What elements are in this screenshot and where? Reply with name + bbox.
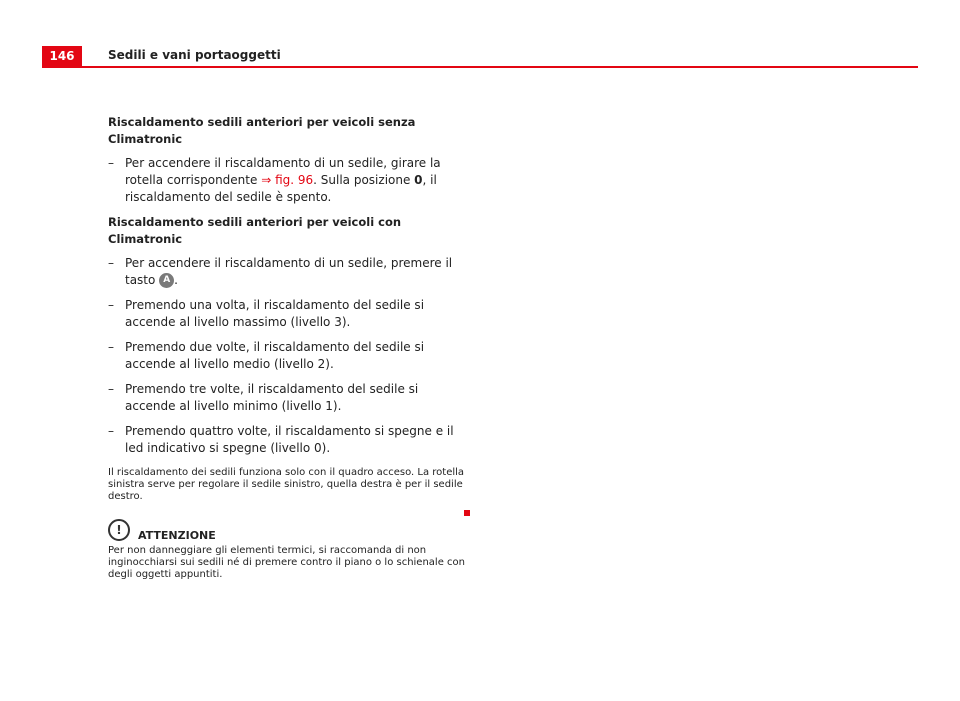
bullet-dash: – — [108, 256, 114, 270]
bullet-text: Premendo tre volte, il riscaldamento del sedile si accende al livello minimo (livello 1). — [125, 382, 419, 413]
bullet-text: Per accendere il riscaldamento di un sedile, premere il tasto — [125, 256, 453, 287]
header-rule — [42, 66, 918, 68]
section-heading-with-climatronic: Riscaldamento sedili anteriori per veicoli con Climatronic — [108, 215, 402, 246]
chapter-title: Sedili e vani portaoggetti — [108, 48, 281, 62]
bullet-dash: – — [108, 424, 114, 438]
bullet-text: . — [174, 273, 178, 287]
page-number: 146 — [42, 46, 82, 66]
list-item — [108, 255, 470, 289]
bullet-text: , il riscaldamento del sedile è spento. — [125, 173, 437, 204]
note-text: Il riscaldamento dei sedili funziona solo con il quadro acceso. La rotella sinistra serve per regolare il sedile sinistro, quella destra è per il sedile destro. — [108, 467, 465, 502]
section-end-marker — [464, 510, 470, 516]
bullet-dash: – — [108, 382, 114, 396]
bullet-dash: – — [108, 340, 114, 354]
list-item — [108, 381, 470, 415]
warning-header — [108, 525, 470, 545]
list-item — [108, 423, 470, 457]
list-item — [108, 339, 470, 373]
button-a-icon: A — [159, 273, 174, 288]
section-heading-without-climatronic: Riscaldamento sedili anteriori per veicoli senza Climatronic — [108, 115, 416, 146]
bullet-dash: – — [108, 156, 114, 170]
list-item — [108, 297, 470, 331]
bullet-text: Premendo quattro volte, il riscaldamento si spegne e il led indicativo si spegne (livello 0). — [125, 424, 454, 455]
main-content — [108, 114, 470, 581]
bullet-dash: – — [108, 298, 114, 312]
figure-reference-link[interactable]: ⇒ fig. 96 — [261, 173, 314, 187]
warning-title: ATTENZIONE — [138, 529, 216, 542]
bullet-text: . Sulla posizione — [313, 173, 415, 187]
warning-icon: ! — [108, 519, 130, 541]
list-item — [108, 155, 470, 206]
bullet-text: Premendo due volte, il riscaldamento del sedile si accende al livello medio (livello 2). — [125, 340, 425, 371]
bullet-text: Per accendere il riscaldamento di un sedile, girare la rotella corrispondente — [125, 156, 441, 187]
position-zero: 0 — [414, 173, 423, 187]
bullet-text: Premendo una volta, il riscaldamento del sedile si accende al livello massimo (livello 3). — [125, 298, 425, 329]
warning-text: Per non danneggiare gli elementi termici, si raccomanda di non inginocchiarsi sui sedili né di premere contro il piano o lo schienale con degli oggetti appuntiti. — [108, 545, 465, 580]
